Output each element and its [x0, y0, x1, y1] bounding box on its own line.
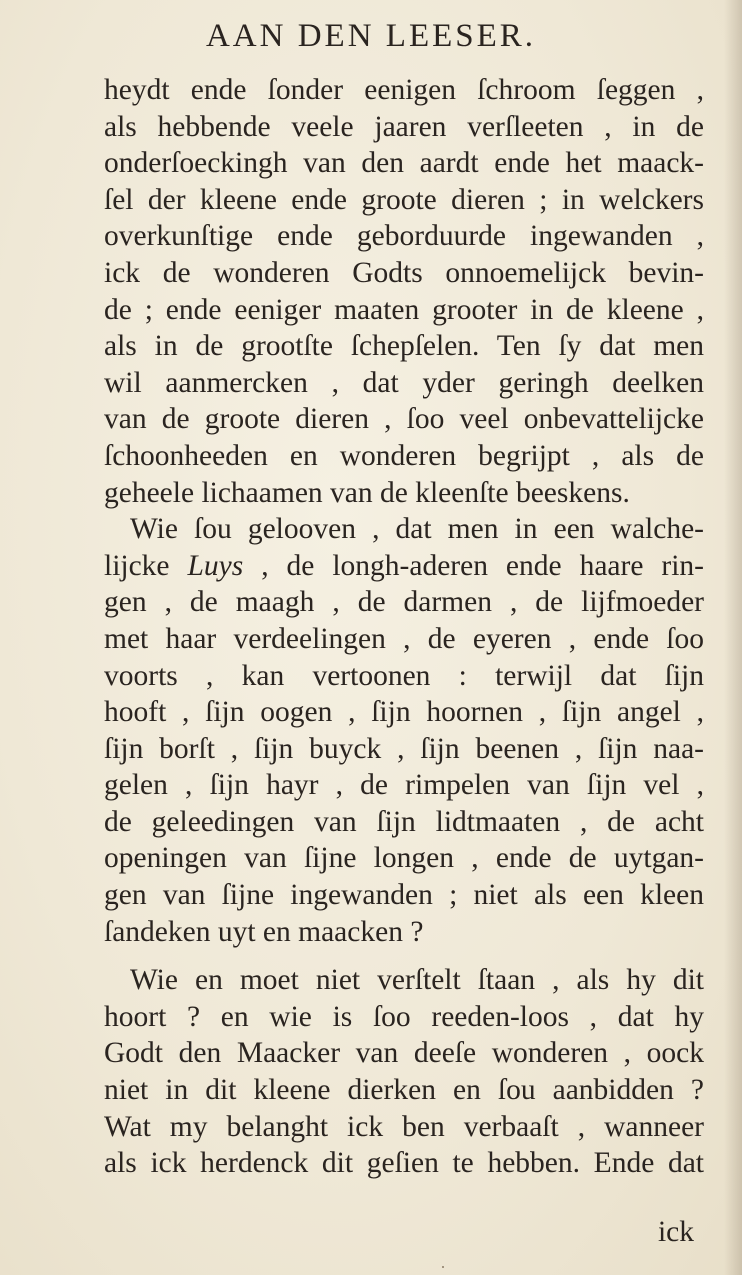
catchword: ick [657, 1216, 694, 1248]
text-line: voorts , kan vertoonen : terwijl dat ſijn [104, 659, 704, 692]
ink-speck [442, 1266, 444, 1268]
body-text [104, 72, 704, 1182]
italic-word-luys: Luys [187, 549, 244, 582]
text-line: Godt den Maacker van deeſe wonderen , oock [104, 1037, 704, 1070]
text-line: hoort ? en wie is ſoo reeden-loos , dat hy [104, 1000, 704, 1033]
text-line: Wie ſou gelooven , dat men in een walche- [130, 513, 704, 546]
text-line: als hebbende veele jaaren verſleeten , in de [104, 110, 704, 143]
text-line: gen van ſijne ingewanden ; niet als een kleen [104, 879, 704, 912]
text-fragment: lijcke [104, 549, 188, 582]
text-line: geheele lichaamen van de kleenſte beeskens. [104, 476, 630, 509]
text-line: ſel der kleene ende groote dieren ; in welckers [104, 183, 704, 216]
text-fragment: , de longh-aderen ende haare rin- [243, 549, 704, 582]
text-line: de ; ende eeniger maaten grooter in de kleene , [104, 293, 704, 326]
text-line: van de groote dieren , ſoo veel onbevattelijcke [104, 403, 704, 436]
text-line: niet in dit kleene dierken en ſou aanbidden ? [104, 1074, 704, 1107]
text-line: ſijn borſt , ſijn buyck , ſijn beenen , ſijn naa- [104, 732, 704, 765]
paragraph-2 [104, 511, 704, 950]
text-line: als in de grootſte ſchepſelen. Ten ſy dat men [104, 330, 704, 363]
text-line [104, 548, 704, 585]
paragraph-1 [104, 72, 704, 511]
text-line: hooft , ſijn oogen , ſijn hoornen , ſijn angel , [104, 696, 704, 729]
text-line: ſandeken uyt en maacken ? [104, 915, 424, 948]
text-line: Wie en moet niet verſtelt ſtaan , als hy dit [130, 964, 704, 997]
text-line: ick de wonderen Godts onnoemelijck bevin- [104, 256, 704, 289]
text-line: de geleedingen van ſijn lidtmaaten , de acht [104, 805, 704, 838]
text-line: ſchoonheeden en wonderen begrijpt , als de [104, 439, 704, 472]
text-line: gen , de maagh , de darmen , de lijfmoeder [104, 586, 704, 619]
text-line: openingen van ſijne longen , ende de uytgan- [104, 842, 704, 875]
text-line: wil aanmercken , dat yder geringh deelken [104, 366, 704, 399]
page-edge-shadow [724, 0, 742, 1275]
running-header: AAN DEN LEESER. [205, 18, 537, 54]
paragraph-3 [104, 962, 704, 1182]
text-line: overkunſtige ende geborduurde ingewanden , [104, 220, 704, 253]
text-line: Wat my belanght ick ben verbaaſt , wanneer [104, 1110, 704, 1143]
text-line: als ick herdenck dit geſien te hebben. Ende dat [104, 1147, 704, 1180]
text-line: heydt ende ſonder eenigen ſchroom ſeggen , [104, 74, 704, 106]
text-line: gelen , ſijn hayr , de rimpelen van ſijn vel , [104, 769, 704, 802]
text-line: onderſoeckingh van den aardt ende het maack- [104, 147, 704, 180]
text-line: met haar verdeelingen , de eyeren , ende ſoo [104, 622, 704, 655]
